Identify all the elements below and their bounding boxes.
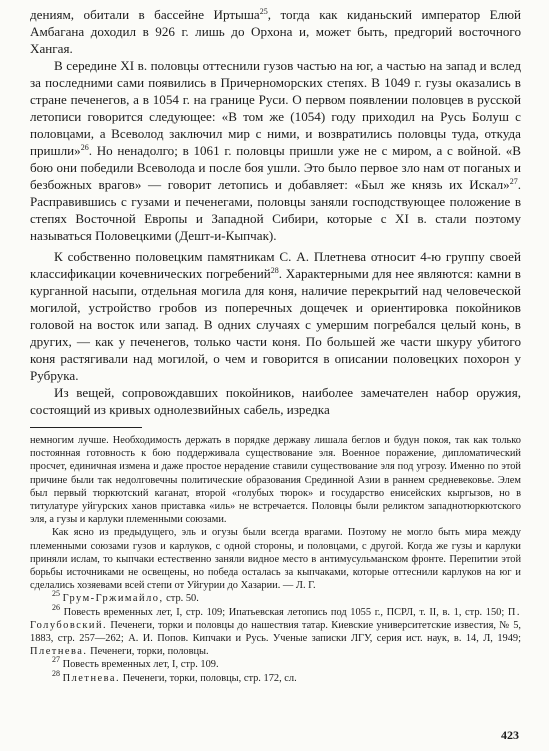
main-text	[30, 6, 521, 418]
footnote-28-author: Плетнева.	[62, 672, 121, 684]
footnote-ref-28: 28	[270, 266, 279, 275]
footnote-25-text: стр. 50.	[163, 593, 199, 605]
footnote-26-author-3: Плетнева.	[30, 646, 88, 658]
footnotes	[30, 434, 521, 685]
paragraph-3	[30, 248, 521, 384]
footnote-ref-25: 25	[259, 7, 268, 16]
paragraph-2-text-b: . Но ненадолго; в 1061 г. половцы пришли уже не с миром, а с войной. «В бою они победили Всеволода и после боя ушли. Это было первое зло нам от поганых и безбожных врагов» — говорит летопись и добавляет: «Был же князь их Искал»	[30, 143, 521, 192]
footnote-divider	[30, 427, 142, 428]
paragraph-1-text-b: , тогда как киданьский император Елюй Амбагана доходил в 926 г. лишь до Орхона и, может быть, предгорий восточного Хангая.	[30, 7, 521, 56]
footnote-ref-26: 26	[80, 143, 89, 152]
footnote-27	[30, 655, 521, 671]
footnote-25-author: Грум-Гржимайло,	[62, 593, 164, 605]
footnote-25-number: 25	[52, 589, 60, 599]
paragraph-4: Из вещей, сопровождавших покойников, наиболее замечателен набор оружия, состоящий из кривых однолезвийных сабель, изредка	[30, 385, 521, 417]
footnote-25	[30, 589, 521, 605]
footnote-26	[30, 602, 521, 659]
footnote-26-text-c: Кипчаки и Русь. Ученые записки ЛГУ, серия ист. наук, в. 14, Л, 1949;	[188, 633, 521, 645]
note-paragraph-2: Как ясно из предыдущего, эль и огузы были всегда врагами. Поэтому не могло быть мира между племенными союзами гузов и карлуков, с одной стороны, и половцами, с другой. Когда же гузы и карлуки приняли ислам, то кыпчаки естественно заняли видное место в антимусульманском фронте. Перепитии этой борьбы источниками не освещены, но победа осталась за кыпчаками, которые оттеснили карлуков на юг и сделались хозяевами всей степи от Уйгурии до Хазарии. — Л. Г.	[30, 527, 521, 592]
footnote-26-author: П. Голубовский.	[30, 606, 521, 631]
paragraph-3-text-b: . Характерными для нее являются: камни в курганной насыпи, отдельная могила для коня, наличие перекрытий над человеческой могилой, устройство гробов из поперечных дощечек и ориентировка покойников головой на восток или запад. В одних случаях с умершим погребался целый конь, в других, — как у печенегов, только части коня. По большей же части шкуру убитого коня растягивали над могилой, о чем и говорится в описании половецких похорон у Рубрука.	[30, 266, 521, 383]
paragraph-3-text-a: К собственно половецким памятникам С. А. Плетнева относит 4-ю группу своей классификации кочевнических погребений	[30, 249, 521, 281]
footnote-ref-27: 27	[509, 177, 518, 186]
footnote-26-number: 26	[52, 602, 60, 612]
paragraph-1-text-a: дениям, обитали в бассейне Иртыша	[30, 7, 260, 22]
footnote-27-number: 27	[52, 655, 60, 665]
paragraph-1	[30, 6, 521, 57]
footnote-28	[30, 668, 521, 685]
paragraph-2-text-a: В середине XI в. половцы оттеснили гузов частью на юг, а частью на запад и вслед за последними сами появились в Причерноморских степях. В 1049 г. гузы оказались в стране печенегов, а в 1054 г. на границе Руси. О первом появлении половцев в русской летописи говорится следующее: «В том же (1054) году приходил на Русь Болуш с половцами, а Всеволод заключил мир с ними, и возвратились половцы туда, откуда пришли»	[30, 58, 521, 158]
footnote-26-text-b: Печенеги, торки и половцы до нашествия татар. Киевские университетские известия, № 5, 1883, стр. 257—262;	[30, 619, 521, 645]
footnote-28-text: Печенеги, торки, половцы, стр. 172, сл.	[120, 672, 297, 684]
paragraph-2-text-c: . Расправившись с гузами и печенегами, половцы заняли господствующее положение в степях Восточной Европы и Западной Сибири, которые с XI в. стали поэтому называться Половецкими (Дешт-и-Кыпчак).	[30, 177, 521, 243]
footnote-27-text: Повесть временных лет, I, стр. 109.	[62, 659, 219, 671]
paragraph-2	[30, 57, 521, 244]
footnote-26-author-2: А. И. Попов.	[128, 633, 189, 645]
footnote-28-number: 28	[52, 668, 60, 678]
footnote-26-text-a: Повесть временных лет, I, стр. 109; Ипатьевская летопись под 1055 г., ПСРЛ, т. II, в. 1, стр. 150;	[63, 606, 508, 618]
footnote-26-text-d: Печенеги, торки, половцы.	[87, 646, 209, 658]
page-number: 423	[501, 728, 519, 742]
note-continuation: немногим лучше. Необходимость держать в порядке державу лишала беглов и будун покоя, так как только постоянная готовность к бою поддерживала существование эля. Военное поражение, дипломатический просчет, единичная измена и даже простое нерадение ставили существование эля под угрозу. Именно по этой причине были так недолговечны политические образования Срединной Азии в раннем средневековье. Элем был первый тюркютский каганат, второй «голубых тюрок» и государство енисейских кыргызов, но в титулатуре уйгурских ханов приставка «иль» не встречается. Половцы были реликтом западнотюркютского эля, а гузы и карлуки племенными союзами.	[30, 435, 521, 526]
